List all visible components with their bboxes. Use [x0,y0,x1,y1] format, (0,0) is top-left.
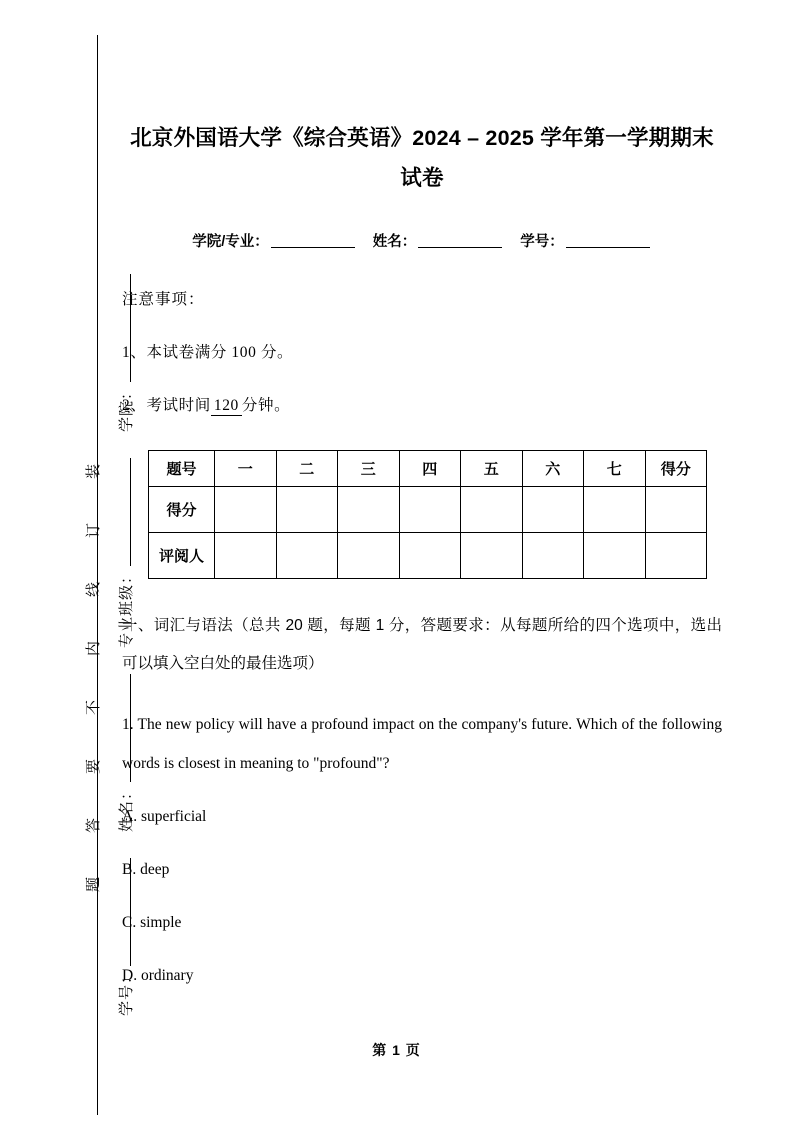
score-cell[interactable] [522,487,584,533]
grader-cell[interactable] [338,533,400,579]
score-cell[interactable] [276,487,338,533]
score-cell[interactable] [461,487,523,533]
score-table-header-cell-0: 题号 [149,451,215,487]
college-major-input[interactable] [271,234,355,248]
note-item-2-text-after: 分钟。 [241,397,291,414]
grader-cell[interactable] [584,533,646,579]
student-id-input[interactable] [566,234,650,248]
grader-cell[interactable] [461,533,523,579]
score-table-header-cell-3: 三 [338,451,400,487]
score-table-header-cell-6: 六 [522,451,584,487]
student-name-input[interactable] [418,234,502,248]
grader-cell[interactable] [399,533,461,579]
student-name-label: 姓名： [372,234,417,250]
note-item-2-text-before: 2、考试时间 [122,397,211,414]
score-table-header-cell-2: 二 [276,451,338,487]
question-1-stem: 1. The new policy will have a profound impact on the company's future. Which of the following words is closest in meaning to "profound"? [122,716,722,772]
binding-notice-text: 题答要不内线订装 [85,420,102,893]
question-1-option-a[interactable]: A. superficial [122,808,207,825]
student-info-line [122,230,722,251]
page-number-footer: 第 1 页 [372,1042,421,1058]
score-table-header-cell-1: 一 [215,451,277,487]
page-title: 北京外国语大学《综合英语》2024 – 2025 学年第一学期期末试卷 [130,126,714,190]
question-1-option-b[interactable]: B. deep [122,861,170,878]
note-item-1 [122,340,722,362]
score-table [148,450,707,579]
score-cell[interactable] [215,487,277,533]
score-table-header-cell-5: 五 [461,451,523,487]
score-row-label-grader: 评阅人 [149,533,215,579]
grader-cell[interactable] [645,533,707,579]
note-item-1-text: 1、本试卷满分 100 分。 [122,344,294,361]
grader-cell[interactable] [522,533,584,579]
exam-duration-value[interactable]: 120 [211,397,242,416]
score-table-container [122,450,722,579]
table-row [149,533,707,579]
grader-cell[interactable] [215,533,277,579]
table-row [149,451,707,487]
grader-cell[interactable] [276,533,338,579]
question-1-option-d[interactable]: D. ordinary [122,967,194,984]
score-cell[interactable] [338,487,400,533]
score-cell[interactable] [399,487,461,533]
table-row [149,487,707,533]
binding-field-class-label: 专业班级： [118,567,135,648]
section-heading-1: 一、词汇与语法（总共 20 题，每题 1 分，答题要求：从每题所给的四个选项中，选出可以填入空白处的最佳选项） [122,617,722,672]
question-1-option-c[interactable]: C. simple [122,914,182,931]
score-table-header-cell-4: 四 [399,451,461,487]
score-table-header-cell-7: 七 [584,451,646,487]
notes-heading: 注意事项： [122,291,205,308]
student-id-label: 学号： [520,234,564,250]
note-item-2 [122,393,722,416]
score-cell[interactable] [645,487,707,533]
college-major-label: 学院/专业： [192,234,269,250]
binding-field-college-label: 学院： [118,383,135,432]
score-table-header-cell-8: 得分 [645,451,707,487]
score-cell[interactable] [584,487,646,533]
binding-field-name-label: 姓名： [118,784,135,833]
binding-field-student-id-label: 学号： [118,968,135,1017]
exam-content-column [122,0,722,1122]
score-row-label-score: 得分 [149,487,215,533]
